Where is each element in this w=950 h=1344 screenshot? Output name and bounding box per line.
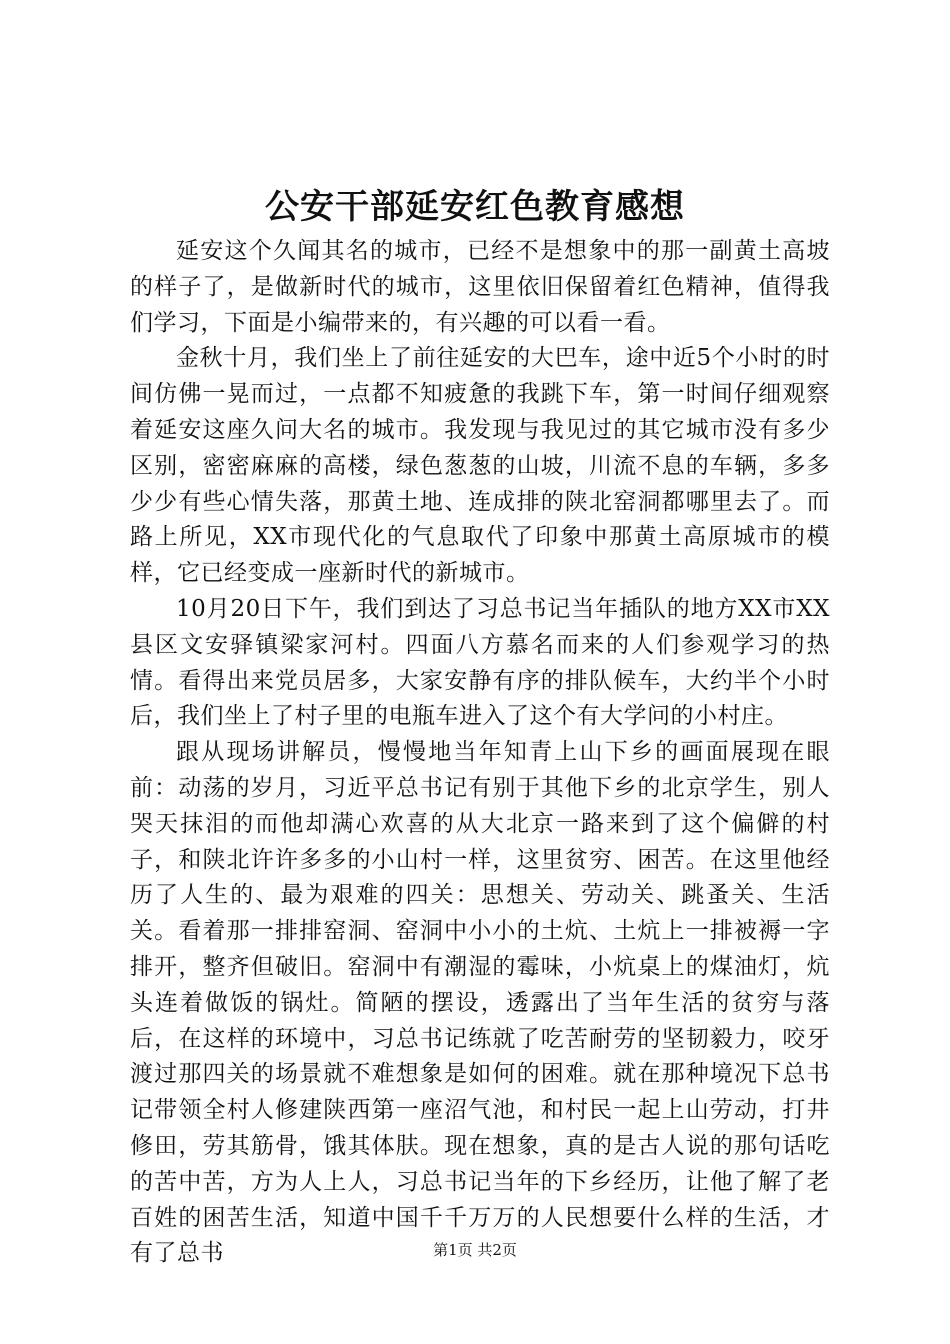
document-body xyxy=(130,234,830,1272)
paragraph-intro: 延安这个久闻其名的城市，已经不是想象中的那一副黄土高坡的样子了，是做新时代的城市，这里依旧保留着红色精神，值得我们学习，下面是小编带来的，有兴趣的可以看一看。 xyxy=(130,238,830,336)
document-title: 公安干部延安红色教育感想 xyxy=(265,187,685,227)
paragraph-village-visit: 10月20日下午，我们到达了习总书记当年插队的地方XX市XX县区文安驿镇梁家河村。四面八方慕名而来的人们参观学习的热情。看得出来党员居多，大家安静有序的排队候车，大约半个小时后，我们坐上了村子里的电瓶车进入了这个有大学问的小村庄。 xyxy=(130,595,830,730)
paragraph-arrival: 金秋十月，我们坐上了前往延安的大巴车，途中近5个小时的时间仿佛一晃而过，一点都不知疲惫的我跳下车，第一时间仔细观察着延安这座久问大名的城市。我发现与我见过的其它城市没有多少区别，密密麻麻的高楼，绿色葱葱的山坡，川流不息的车辆，多多少少有些心情失落，那黄土地、连成排的陕北窑洞都哪里去了。而路上所见，XX市现代化的气息取代了印象中那黄土高原城市的模样，它已经变成一座新时代的新城市。 xyxy=(130,345,830,587)
page-footer: 第1页 共2页 xyxy=(433,1241,517,1259)
paragraph-history: 跟从现场讲解员，慢慢地当年知青上山下乡的画面展现在眼前：动荡的岁月，习近平总书记有别于其他下乡的北京学生，别人哭天抹泪的而他却满心欢喜的从大北京一路来到了这个偏僻的村子，和陕北许许多多的小山村一样，这里贫穷、困苦。在这里他经历了人生的、最为艰难的四关：思想关、劳动关、跳蚤关、生活关。看着那一排排窑洞、窑洞中小小的土炕、土炕上一排被褥一字排开，整齐但破旧。窑洞中有潮湿的霉味，小炕桌上的煤油灯，炕头连着做饭的锅灶。简陋的摆设，透露出了当年生活的贫穷与落后，在这样的环境中，习总书记练就了吃苦耐劳的坚韧毅力，咬牙渡过那四关的场景就不难想象是如何的困难。就在那种境况下总书记带领全村人修建陕西第一座沼气池，和村民一起上山劳动，打井修田，劳其筋骨，饿其体肤。现在想象，真的是古人说的那句话吃的苦中苦，方为人上人，习总书记当年的下乡经历，让他了解了老百姓的困苦生活，知道中国千千万万的人民想要什么样的生活，才有了总书 xyxy=(130,739,830,1267)
